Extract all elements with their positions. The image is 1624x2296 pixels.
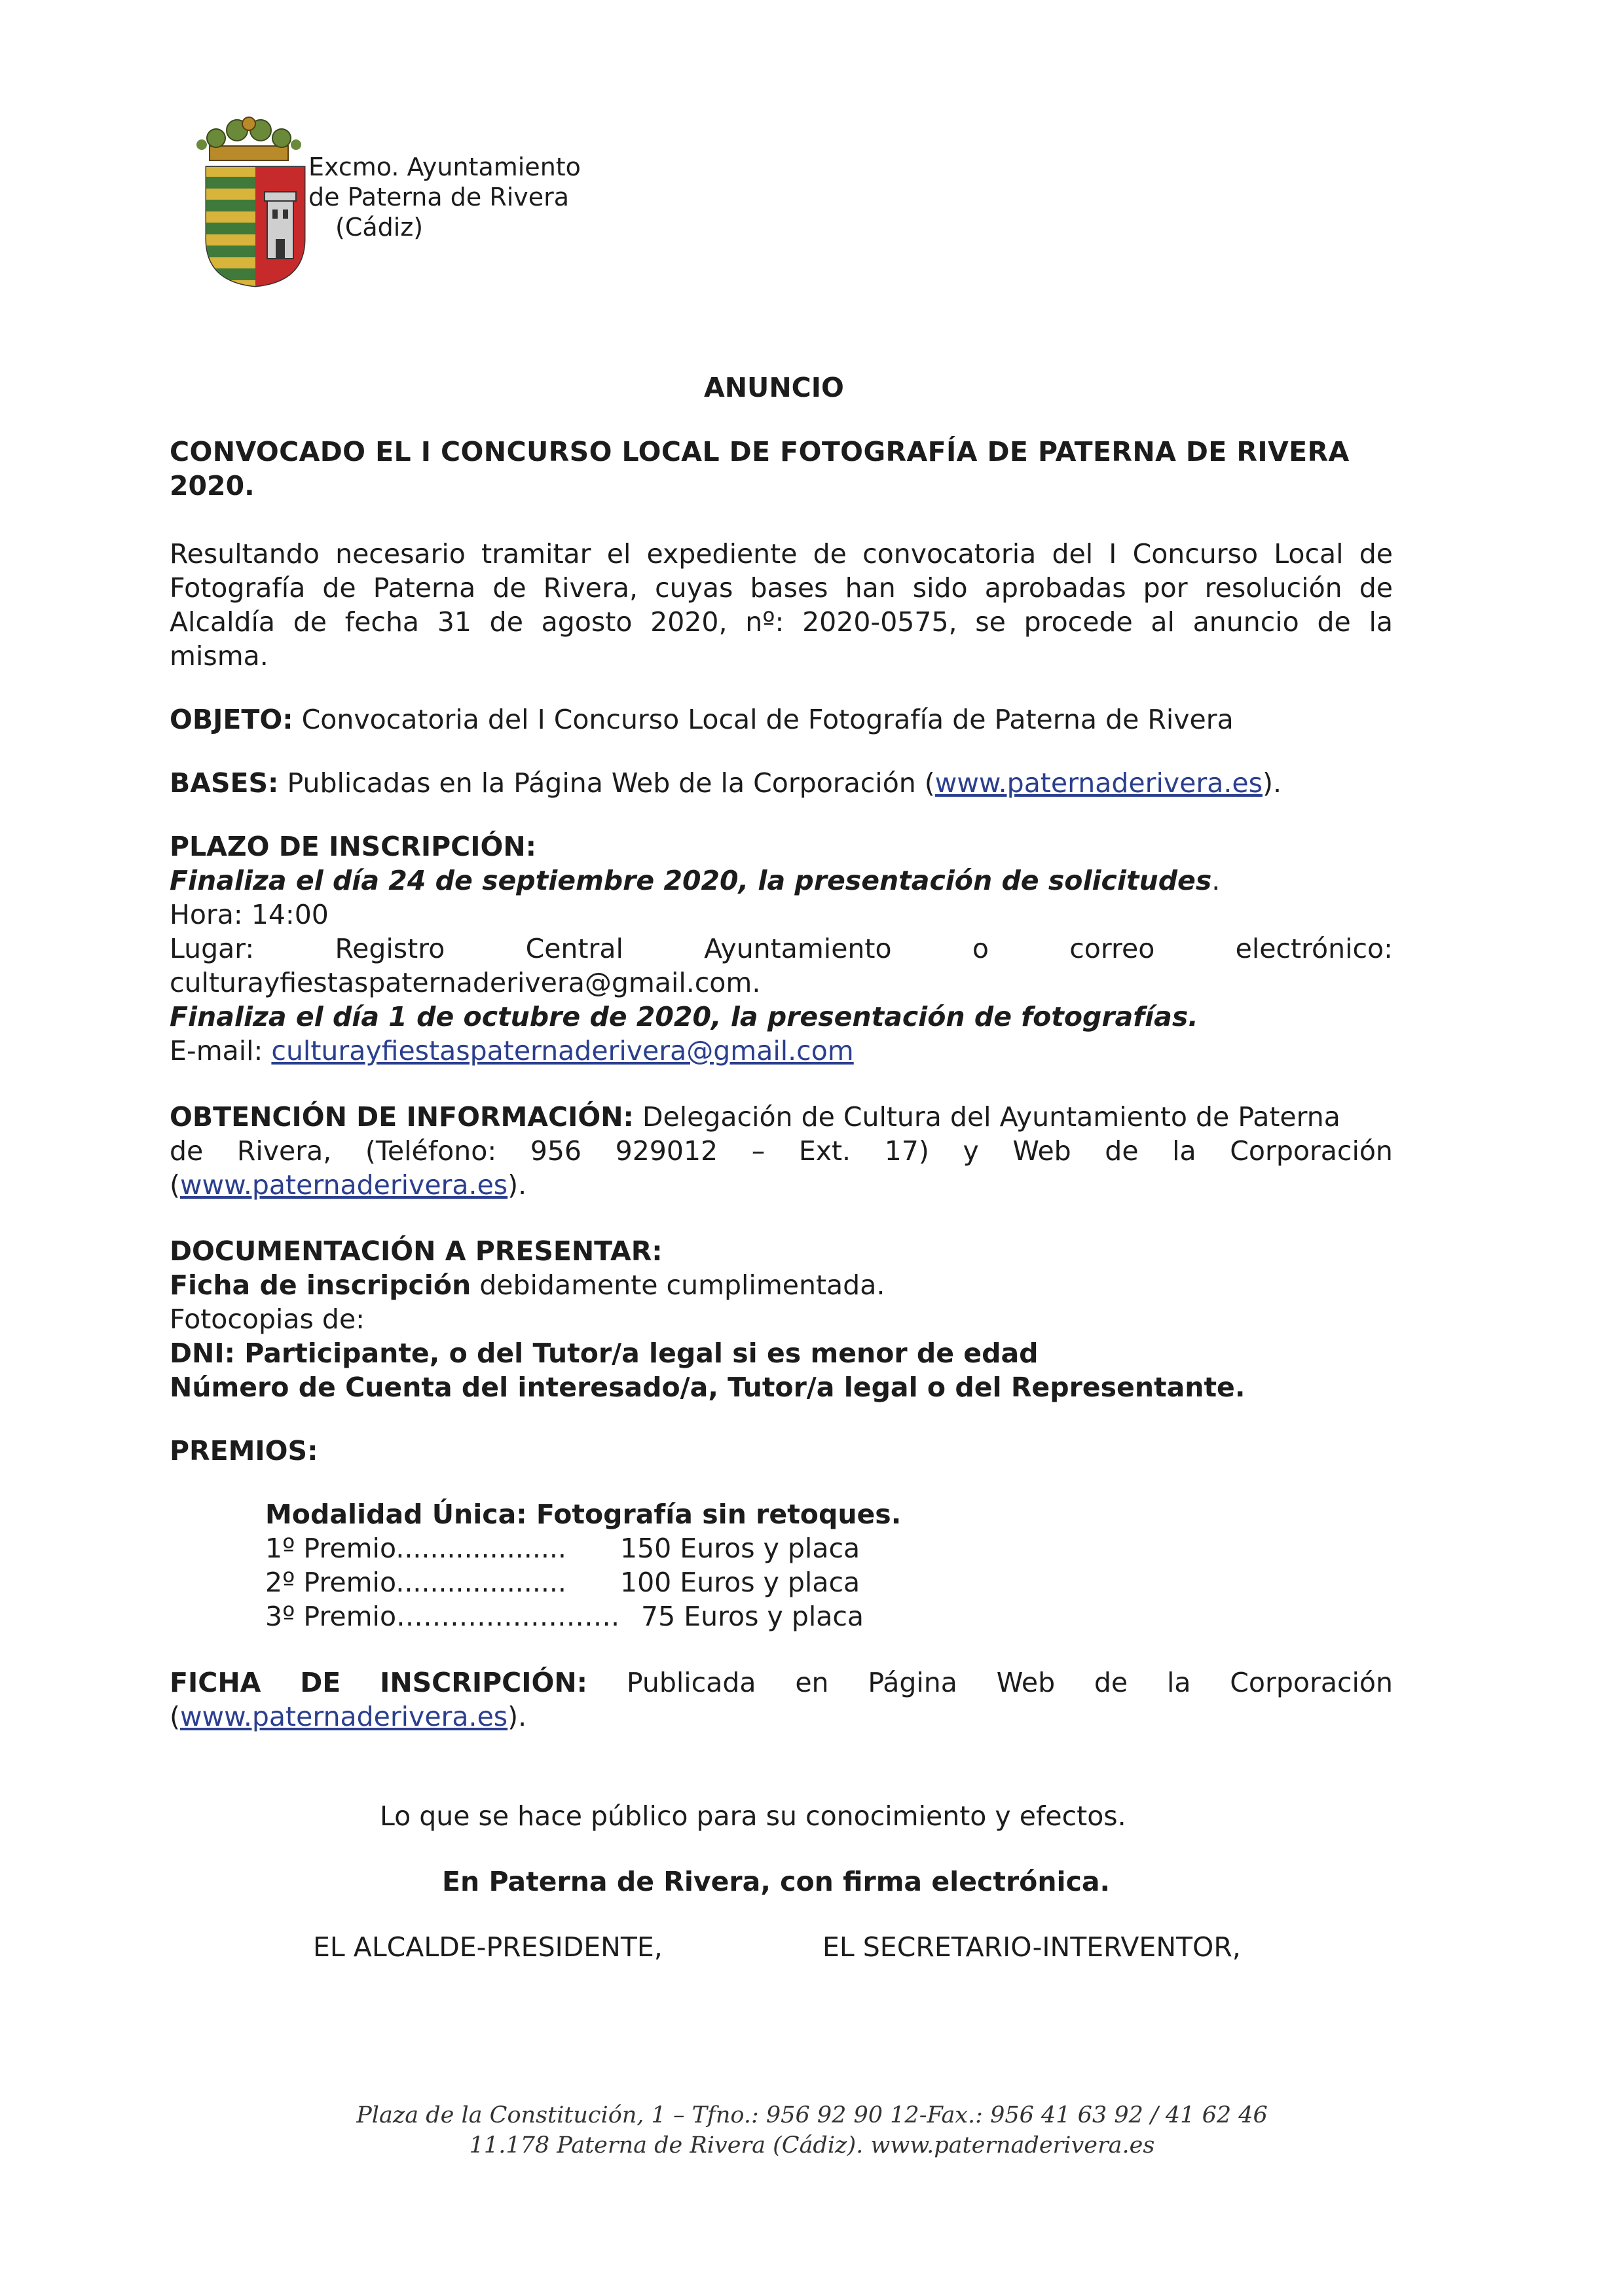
premio-1-rank: 1º Premio.................... bbox=[265, 1533, 566, 1564]
obtencion-word: 929012 bbox=[615, 1135, 718, 1167]
ficha-word: en bbox=[795, 1667, 829, 1698]
email-label: E-mail: bbox=[170, 1035, 272, 1066]
plazo-email-line bbox=[170, 1034, 1393, 1068]
ficha-website-link[interactable]: www.paternaderivera.es bbox=[180, 1701, 508, 1732]
ficha-word: DE bbox=[300, 1667, 341, 1698]
paren-open: ( bbox=[170, 1701, 180, 1732]
ficha-word: INSCRIPCIÓN: bbox=[380, 1667, 588, 1698]
lugar-word: Ayuntamiento bbox=[704, 933, 892, 964]
ficha-word: la bbox=[1166, 1667, 1191, 1698]
lugar-word: electrónico: bbox=[1235, 933, 1393, 964]
subtitle-line-1: CONVOCADO EL I CONCURSO LOCAL DE FOTOGRAFÍA DE PATERNA DE RIVERA bbox=[170, 436, 1350, 467]
ficha-word: FICHA bbox=[170, 1667, 261, 1698]
documentacion-label: DOCUMENTACIÓN A PRESENTAR: bbox=[170, 1235, 663, 1267]
email-link[interactable]: culturayfiestaspaternaderivera@gmail.com bbox=[271, 1035, 854, 1066]
obtencion-after: ). bbox=[507, 1169, 527, 1201]
intro-line-1: Resultando necesario tramitar el expediente de convocatoria del I Concurso Local de bbox=[170, 538, 1393, 570]
bases-label: BASES: bbox=[170, 767, 279, 799]
documentacion-cuenta: Número de Cuenta del interesado/a, Tutor/a legal o del Representante. bbox=[170, 1372, 1246, 1403]
coat-of-arms-icon bbox=[196, 115, 314, 291]
ficha-word: de bbox=[1094, 1667, 1128, 1698]
documentacion-ficha bbox=[170, 1268, 1393, 1302]
obtencion-word: 17) bbox=[884, 1135, 929, 1167]
obtencion-line-3 bbox=[170, 1168, 1393, 1202]
obtencion-word: Web bbox=[1012, 1135, 1071, 1167]
obtencion-word: de bbox=[1105, 1135, 1139, 1167]
ficha-word: Página bbox=[868, 1667, 957, 1698]
intro-line-4: misma. bbox=[170, 640, 268, 672]
obtencion-word: la bbox=[1172, 1135, 1196, 1167]
page-title: ANUNCIO bbox=[704, 372, 844, 403]
ficha-word: Web bbox=[996, 1667, 1056, 1698]
ficha-after: ). bbox=[507, 1701, 527, 1732]
org-line-3: (Cádiz) bbox=[335, 213, 424, 242]
paren-open: ( bbox=[170, 1169, 180, 1201]
closing-publico: Lo que se hace público para su conocimiento y efectos. bbox=[380, 1800, 1126, 1832]
objeto-label: OBJETO: bbox=[170, 704, 293, 735]
ficha-line-2 bbox=[170, 1700, 1393, 1734]
bases-text: Publicadas en la Página Web de la Corporación ( bbox=[278, 767, 935, 799]
obtencion-word: de bbox=[170, 1135, 204, 1167]
obtencion-word: – bbox=[751, 1135, 766, 1167]
org-line-2: de Paterna de Rivera bbox=[308, 183, 570, 211]
lugar-word: Lugar: bbox=[170, 933, 255, 964]
premio-3-rank: 3º Premio……………………. bbox=[265, 1601, 620, 1632]
obtencion-text: Delegación de Cultura del Ayuntamiento de Paterna bbox=[633, 1101, 1340, 1133]
obtencion-line-1 bbox=[170, 1100, 1393, 1134]
obtencion-word: y bbox=[963, 1135, 979, 1167]
ficha-word: Corporación bbox=[1230, 1667, 1393, 1698]
obtencion-word: (Teléfono: bbox=[365, 1135, 497, 1167]
subtitle-line-2: 2020. bbox=[170, 470, 255, 501]
plazo-lugar-email: culturayfiestaspaternaderivera@gmail.com. bbox=[170, 967, 761, 998]
premios-modalidad: Modalidad Única: Fotografía sin retoques. bbox=[265, 1499, 902, 1530]
plazo-line-1-after: . bbox=[1211, 865, 1221, 896]
obtencion-word: Corporación bbox=[1230, 1135, 1393, 1167]
intro-line-2: Fotografía de Paterna de Rivera, cuyas bases han sido aprobadas por resolución de bbox=[170, 572, 1393, 604]
plazo-line-1 bbox=[170, 864, 1393, 898]
ficha-word: Publicada bbox=[626, 1667, 756, 1698]
premio-3-amount: 75 Euros y placa bbox=[641, 1601, 864, 1632]
documentacion-fotocopias: Fotocopias de: bbox=[170, 1303, 365, 1335]
obtencion-label: OBTENCIÓN DE INFORMACIÓN: bbox=[170, 1101, 634, 1133]
plazo-deadline-fotografias: Finaliza el día 1 de octubre de 2020, la presentación de fotografías. bbox=[170, 1001, 1198, 1032]
premio-2-amount: 100 Euros y placa bbox=[620, 1567, 860, 1598]
bases-website-link[interactable]: www.paternaderivera.es bbox=[934, 767, 1263, 799]
obtencion-word: Rivera, bbox=[236, 1135, 332, 1167]
documentacion-dni: DNI: Participante, o del Tutor/a legal si es menor de edad bbox=[170, 1338, 1039, 1369]
intro-line-3: Alcaldía de fecha 31 de agosto 2020, nº: 2020-0575, se procede al anuncio de la bbox=[170, 606, 1393, 638]
plazo-hora: Hora: 14:00 bbox=[170, 899, 329, 930]
objeto-text: Convocatoria del I Concurso Local de Fotografía de Paterna de Rivera bbox=[293, 704, 1234, 735]
obtencion-line-2 bbox=[170, 1134, 1393, 1168]
signature-secretario: EL SECRETARIO-INTERVENTOR, bbox=[822, 1931, 1241, 1963]
premios-label: PREMIOS: bbox=[170, 1435, 318, 1467]
premio-1-amount: 150 Euros y placa bbox=[620, 1533, 860, 1564]
footer-city: 11.178 Paterna de Rivera (Cádiz). www.paternaderivera.es bbox=[469, 2132, 1155, 2159]
objeto-line bbox=[170, 702, 1393, 737]
plazo-deadline-solicitudes: Finaliza el día 24 de septiembre 2020, la presentación de solicitudes bbox=[170, 865, 1212, 896]
obtencion-word: Ext. bbox=[798, 1135, 851, 1167]
ficha-line-1 bbox=[170, 1666, 1393, 1700]
plazo-label: PLAZO DE INSCRIPCIÓN: bbox=[170, 831, 537, 862]
premio-2-rank: 2º Premio.................... bbox=[265, 1567, 566, 1598]
plazo-lugar-line bbox=[170, 932, 1393, 966]
lugar-word: o bbox=[972, 933, 989, 964]
obtencion-website-link[interactable]: www.paternaderivera.es bbox=[180, 1169, 508, 1201]
lugar-word: Registro bbox=[335, 933, 445, 964]
ficha-rest: debidamente cumplimentada. bbox=[471, 1269, 885, 1301]
org-line-1: Excmo. Ayuntamiento bbox=[308, 153, 581, 181]
lugar-word: correo bbox=[1069, 933, 1155, 964]
closing-firma: En Paterna de Rivera, con firma electrónica. bbox=[442, 1866, 1111, 1897]
ficha-bold: Ficha de inscripción bbox=[170, 1269, 471, 1301]
lugar-word: Central bbox=[525, 933, 623, 964]
footer-address: Plaza de la Constitución, 1 – Tfno.: 956 92 90 12-Fax.: 956 41 63 92 / 41 62 46 bbox=[356, 2102, 1268, 2128]
signature-alcalde: EL ALCALDE-PRESIDENTE, bbox=[313, 1931, 663, 1963]
bases-after: ). bbox=[1262, 767, 1282, 799]
bases-line bbox=[170, 766, 1393, 800]
obtencion-word: 956 bbox=[530, 1135, 582, 1167]
